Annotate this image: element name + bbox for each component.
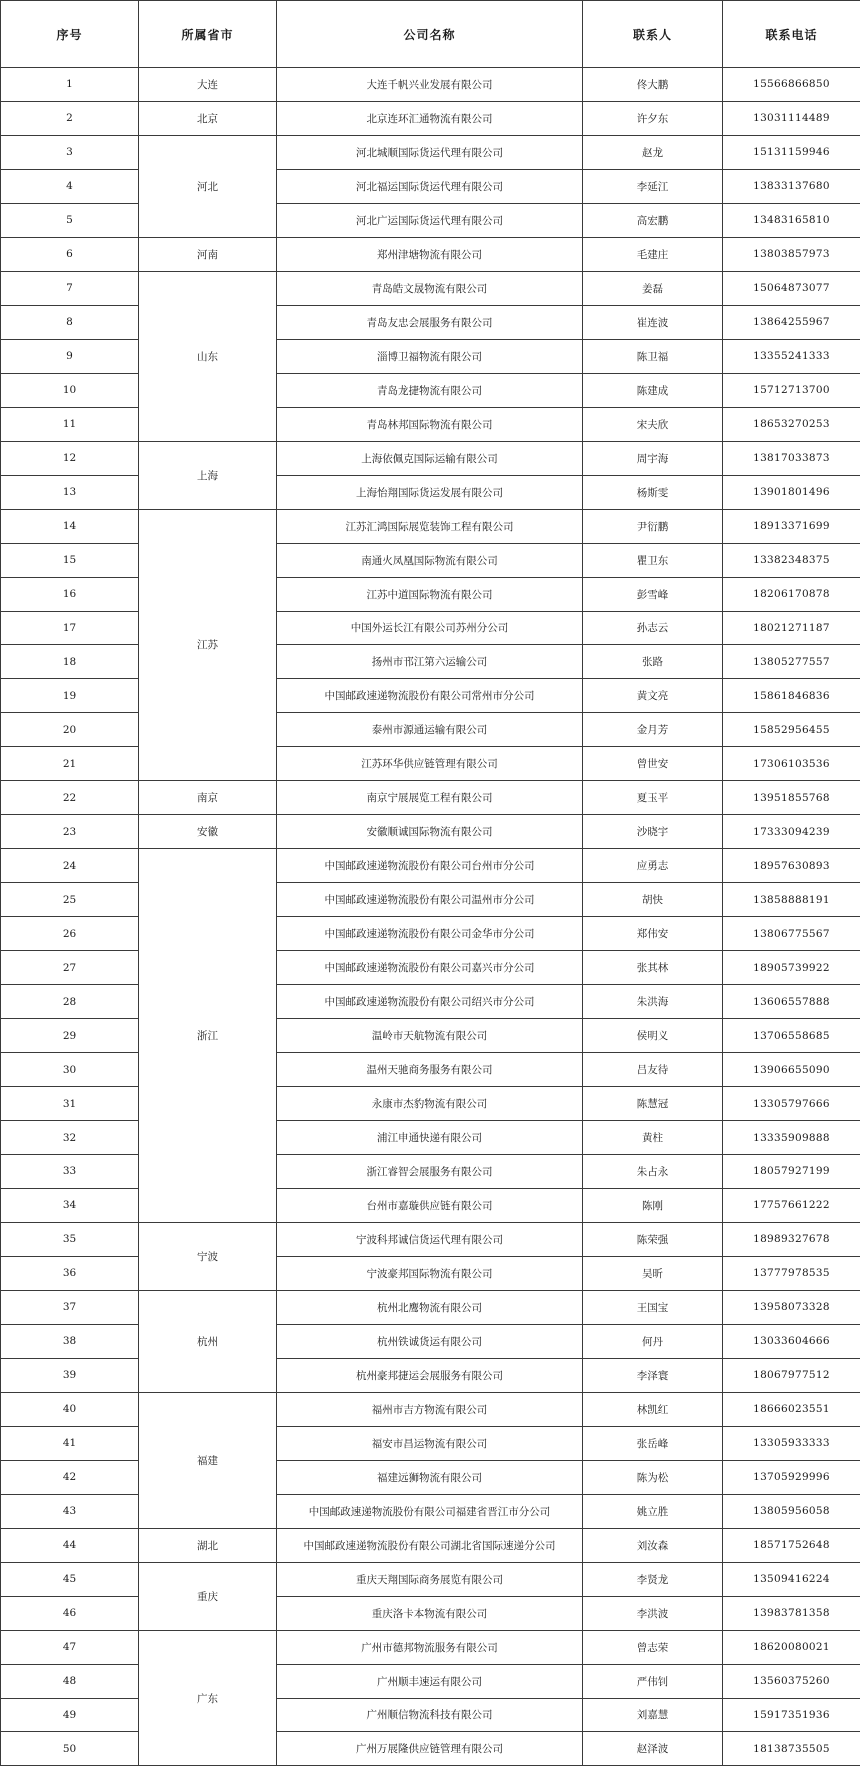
company-name: 上海怡翔国际货运发展有限公司	[277, 475, 583, 509]
row-index: 3	[1, 135, 139, 169]
company-name: 杭州铁诚货运有限公司	[277, 1324, 583, 1358]
table-row	[1, 1596, 860, 1630]
row-index: 48	[1, 1664, 139, 1698]
company-name: 浙江睿智会展服务有限公司	[277, 1155, 583, 1189]
contact-person: 陈荣强	[583, 1222, 723, 1256]
table-row	[1, 1426, 860, 1460]
province-cell: 福建	[139, 1392, 277, 1528]
contact-person: 张路	[583, 645, 723, 679]
contact-phone: 13777978535	[723, 1256, 860, 1290]
row-index: 21	[1, 747, 139, 781]
contact-person: 彭雪峰	[583, 577, 723, 611]
table-header	[1, 1, 860, 68]
row-index: 19	[1, 679, 139, 713]
province-cell: 浙江	[139, 849, 277, 1223]
row-index: 29	[1, 1019, 139, 1053]
table-row	[1, 1630, 860, 1664]
table-row	[1, 577, 860, 611]
contact-person: 陈为松	[583, 1460, 723, 1494]
table-row	[1, 1358, 860, 1392]
company-name: 永康市杰豹物流有限公司	[277, 1087, 583, 1121]
company-name: 河北福运国际货运代理有限公司	[277, 169, 583, 203]
table-row	[1, 135, 860, 169]
row-index: 17	[1, 611, 139, 645]
table-row	[1, 1732, 860, 1766]
contact-phone: 18913371699	[723, 509, 860, 543]
company-name: 温岭市天航物流有限公司	[277, 1019, 583, 1053]
table-row	[1, 1188, 860, 1222]
row-index: 13	[1, 475, 139, 509]
contact-person: 周宇海	[583, 441, 723, 475]
table-row	[1, 101, 860, 135]
company-name: 南通火凤凰国际物流有限公司	[277, 543, 583, 577]
row-index: 26	[1, 917, 139, 951]
contact-person: 孙志云	[583, 611, 723, 645]
row-index: 35	[1, 1222, 139, 1256]
contact-person: 杨斯雯	[583, 475, 723, 509]
company-name: 温州天驰商务服务有限公司	[277, 1053, 583, 1087]
table-row	[1, 1664, 860, 1698]
table-row	[1, 951, 860, 985]
contact-phone: 18021271187	[723, 611, 860, 645]
company-name: 福安市昌运物流有限公司	[277, 1426, 583, 1460]
company-name: 宁波豪邦国际物流有限公司	[277, 1256, 583, 1290]
row-index: 2	[1, 101, 139, 135]
contact-phone: 13864255967	[723, 305, 860, 339]
contact-phone: 13958073328	[723, 1290, 860, 1324]
contact-person: 高宏鹏	[583, 203, 723, 237]
contact-phone: 13906655090	[723, 1053, 860, 1087]
contact-phone: 13803857973	[723, 237, 860, 271]
contact-phone: 18571752648	[723, 1528, 860, 1562]
company-name: 中国邮政速递物流股份有限公司温州市分公司	[277, 883, 583, 917]
contact-person: 赵泽波	[583, 1732, 723, 1766]
company-name: 中国邮政速递物流股份有限公司湖北省国际速递分公司	[277, 1528, 583, 1562]
company-name: 广州万展隆供应链管理有限公司	[277, 1732, 583, 1766]
contact-person: 应勇志	[583, 849, 723, 883]
contact-person: 陈慧冠	[583, 1087, 723, 1121]
row-index: 37	[1, 1290, 139, 1324]
contact-phone: 13355241333	[723, 339, 860, 373]
row-index: 12	[1, 441, 139, 475]
province-cell: 上海	[139, 441, 277, 509]
row-index: 32	[1, 1121, 139, 1155]
header-index: 序号	[1, 1, 139, 68]
row-index: 36	[1, 1256, 139, 1290]
contact-person: 李洪波	[583, 1596, 723, 1630]
table-row	[1, 373, 860, 407]
row-index: 16	[1, 577, 139, 611]
contact-phone: 13560375260	[723, 1664, 860, 1698]
province-cell: 湖北	[139, 1528, 277, 1562]
province-cell: 山东	[139, 271, 277, 441]
row-index: 9	[1, 339, 139, 373]
contact-person: 胡快	[583, 883, 723, 917]
table-row	[1, 1019, 860, 1053]
company-name: 大连千帆兴业发展有限公司	[277, 68, 583, 102]
table-row	[1, 543, 860, 577]
company-name: 中国邮政速递物流股份有限公司福建省晋江市分公司	[277, 1494, 583, 1528]
header-company: 公司名称	[277, 1, 583, 68]
row-index: 11	[1, 407, 139, 441]
row-index: 47	[1, 1630, 139, 1664]
contact-person: 佟大鹏	[583, 68, 723, 102]
contact-person: 张其林	[583, 951, 723, 985]
contact-phone: 13305933333	[723, 1426, 860, 1460]
contact-person: 许夕东	[583, 101, 723, 135]
contact-phone: 18905739922	[723, 951, 860, 985]
contact-phone: 13983781358	[723, 1596, 860, 1630]
contact-person: 黄柱	[583, 1121, 723, 1155]
company-name: 扬州市邗江第六运输公司	[277, 645, 583, 679]
table-row	[1, 271, 860, 305]
contact-phone: 13031114489	[723, 101, 860, 135]
province-cell: 宁波	[139, 1222, 277, 1290]
contact-phone: 13382348375	[723, 543, 860, 577]
contact-person: 郑伟安	[583, 917, 723, 951]
company-name: 中国邮政速递物流股份有限公司嘉兴市分公司	[277, 951, 583, 985]
table-row	[1, 849, 860, 883]
contact-person: 尹衍鹏	[583, 509, 723, 543]
table-row	[1, 645, 860, 679]
province-cell: 广东	[139, 1630, 277, 1766]
contact-person: 曾志荣	[583, 1630, 723, 1664]
contact-phone: 17757661222	[723, 1188, 860, 1222]
table-row	[1, 1698, 860, 1732]
contact-person: 刘嘉慧	[583, 1698, 723, 1732]
contact-phone: 17333094239	[723, 815, 860, 849]
row-index: 34	[1, 1188, 139, 1222]
contact-person: 姚立胜	[583, 1494, 723, 1528]
company-name: 江苏环华供应链管理有限公司	[277, 747, 583, 781]
contact-phone: 18653270253	[723, 407, 860, 441]
table-row	[1, 237, 860, 271]
province-cell: 南京	[139, 781, 277, 815]
row-index: 14	[1, 509, 139, 543]
contact-phone: 18666023551	[723, 1392, 860, 1426]
row-index: 44	[1, 1528, 139, 1562]
company-name: 青岛皓文晟物流有限公司	[277, 271, 583, 305]
table-row	[1, 1155, 860, 1189]
table-row	[1, 985, 860, 1019]
contact-person: 刘汝森	[583, 1528, 723, 1562]
row-index: 24	[1, 849, 139, 883]
company-name: 中国邮政速递物流股份有限公司台州市分公司	[277, 849, 583, 883]
row-index: 30	[1, 1053, 139, 1087]
row-index: 39	[1, 1358, 139, 1392]
row-index: 22	[1, 781, 139, 815]
province-cell: 大连	[139, 68, 277, 102]
company-name: 台州市嘉璇供应链有限公司	[277, 1188, 583, 1222]
table-row	[1, 883, 860, 917]
table-row	[1, 407, 860, 441]
company-name: 泰州市源通运输有限公司	[277, 713, 583, 747]
contact-phone: 13805277557	[723, 645, 860, 679]
company-name: 宁波科邦诚信货运代理有限公司	[277, 1222, 583, 1256]
company-name: 江苏汇鸿国际展览装饰工程有限公司	[277, 509, 583, 543]
row-index: 41	[1, 1426, 139, 1460]
province-cell: 安徽	[139, 815, 277, 849]
contact-phone: 15712713700	[723, 373, 860, 407]
contact-phone: 13033604666	[723, 1324, 860, 1358]
company-name: 安徽顺诚国际物流有限公司	[277, 815, 583, 849]
company-name: 福建远狮物流有限公司	[277, 1460, 583, 1494]
contact-person: 朱洪海	[583, 985, 723, 1019]
company-name: 杭州北鹰物流有限公司	[277, 1290, 583, 1324]
table-row	[1, 1460, 860, 1494]
contact-phone: 13901801496	[723, 475, 860, 509]
province-cell: 杭州	[139, 1290, 277, 1392]
table-row	[1, 305, 860, 339]
company-name: 淄博卫福物流有限公司	[277, 339, 583, 373]
row-index: 27	[1, 951, 139, 985]
row-index: 1	[1, 68, 139, 102]
table-row	[1, 917, 860, 951]
province-cell: 河北	[139, 135, 277, 237]
row-index: 40	[1, 1392, 139, 1426]
company-name: 福州市吉方物流有限公司	[277, 1392, 583, 1426]
row-index: 7	[1, 271, 139, 305]
table-row	[1, 203, 860, 237]
contact-phone: 15131159946	[723, 135, 860, 169]
contact-phone: 15861846836	[723, 679, 860, 713]
contact-phone: 15917351936	[723, 1698, 860, 1732]
contact-person: 何丹	[583, 1324, 723, 1358]
row-index: 5	[1, 203, 139, 237]
row-index: 23	[1, 815, 139, 849]
contact-person: 陈建成	[583, 373, 723, 407]
contact-person: 夏玉平	[583, 781, 723, 815]
table-row	[1, 1087, 860, 1121]
contact-person: 李延江	[583, 169, 723, 203]
company-name: 中国邮政速递物流股份有限公司常州市分公司	[277, 679, 583, 713]
company-name: 河北城顺国际货运代理有限公司	[277, 135, 583, 169]
table-row	[1, 713, 860, 747]
contact-person: 曾世安	[583, 747, 723, 781]
contact-person: 王国宝	[583, 1290, 723, 1324]
contact-phone: 13483165810	[723, 203, 860, 237]
row-index: 15	[1, 543, 139, 577]
contact-person: 严伟钊	[583, 1664, 723, 1698]
header-phone: 联系电话	[723, 1, 860, 68]
contact-phone: 18067977512	[723, 1358, 860, 1392]
contact-person: 李贤龙	[583, 1562, 723, 1596]
row-index: 18	[1, 645, 139, 679]
table-row	[1, 1392, 860, 1426]
row-index: 28	[1, 985, 139, 1019]
row-index: 33	[1, 1155, 139, 1189]
table-row	[1, 1053, 860, 1087]
company-name: 北京连环汇通物流有限公司	[277, 101, 583, 135]
table-row	[1, 1222, 860, 1256]
company-name: 广州市德邦物流服务有限公司	[277, 1630, 583, 1664]
table-row	[1, 509, 860, 543]
contact-person: 姜磊	[583, 271, 723, 305]
company-name: 浦江申通快递有限公司	[277, 1121, 583, 1155]
row-index: 4	[1, 169, 139, 203]
contact-person: 沙晓宇	[583, 815, 723, 849]
row-index: 31	[1, 1087, 139, 1121]
table-row	[1, 1324, 860, 1358]
contact-person: 毛建庄	[583, 237, 723, 271]
table-row	[1, 679, 860, 713]
company-name: 杭州豪邦捷运会展服务有限公司	[277, 1358, 583, 1392]
header-contact: 联系人	[583, 1, 723, 68]
contact-phone: 18989327678	[723, 1222, 860, 1256]
contact-person: 侯明义	[583, 1019, 723, 1053]
contact-phone: 13806775567	[723, 917, 860, 951]
contact-person: 朱占永	[583, 1155, 723, 1189]
province-cell: 北京	[139, 101, 277, 135]
province-cell: 江苏	[139, 509, 277, 781]
table-row	[1, 1528, 860, 1562]
company-name: 南京宁展展览工程有限公司	[277, 781, 583, 815]
contact-person: 宋夫欣	[583, 407, 723, 441]
contact-phone: 15566866850	[723, 68, 860, 102]
row-index: 8	[1, 305, 139, 339]
row-index: 42	[1, 1460, 139, 1494]
contact-phone: 18957630893	[723, 849, 860, 883]
contact-phone: 13706558685	[723, 1019, 860, 1053]
table-row	[1, 747, 860, 781]
contact-person: 林凯红	[583, 1392, 723, 1426]
row-index: 43	[1, 1494, 139, 1528]
row-index: 10	[1, 373, 139, 407]
table-row	[1, 1562, 860, 1596]
contact-person: 吕友待	[583, 1053, 723, 1087]
table-row	[1, 1290, 860, 1324]
company-name: 中国邮政速递物流股份有限公司绍兴市分公司	[277, 985, 583, 1019]
contact-person: 金月芳	[583, 713, 723, 747]
table-body	[1, 68, 860, 1766]
contact-phone: 13805956058	[723, 1494, 860, 1528]
table-row	[1, 169, 860, 203]
header-row	[1, 1, 860, 68]
table-row	[1, 441, 860, 475]
row-index: 46	[1, 1596, 139, 1630]
contact-person: 李泽寰	[583, 1358, 723, 1392]
row-index: 50	[1, 1732, 139, 1766]
contact-phone: 18057927199	[723, 1155, 860, 1189]
contact-person: 瞿卫东	[583, 543, 723, 577]
table-row	[1, 1494, 860, 1528]
company-name: 河北广运国际货运代理有限公司	[277, 203, 583, 237]
company-name: 中国邮政速递物流股份有限公司金华市分公司	[277, 917, 583, 951]
company-name: 广州顺丰速运有限公司	[277, 1664, 583, 1698]
contact-phone: 18620080021	[723, 1630, 860, 1664]
company-name: 广州顺信物流科技有限公司	[277, 1698, 583, 1732]
province-cell: 重庆	[139, 1562, 277, 1630]
contact-person: 陈刚	[583, 1188, 723, 1222]
company-name: 重庆洛卡本物流有限公司	[277, 1596, 583, 1630]
company-name: 青岛龙捷物流有限公司	[277, 373, 583, 407]
contact-person: 赵龙	[583, 135, 723, 169]
province-cell: 河南	[139, 237, 277, 271]
contact-phone: 13335909888	[723, 1121, 860, 1155]
contact-person: 陈卫福	[583, 339, 723, 373]
company-name: 江苏中道国际物流有限公司	[277, 577, 583, 611]
contact-phone: 13951855768	[723, 781, 860, 815]
table-row	[1, 68, 860, 102]
company-name: 上海依佩克国际运输有限公司	[277, 441, 583, 475]
row-index: 49	[1, 1698, 139, 1732]
contact-phone: 17306103536	[723, 747, 860, 781]
table-row	[1, 781, 860, 815]
company-name: 青岛友忠会展服务有限公司	[277, 305, 583, 339]
contact-phone: 18206170878	[723, 577, 860, 611]
header-province: 所属省市	[139, 1, 277, 68]
table-row	[1, 475, 860, 509]
row-index: 45	[1, 1562, 139, 1596]
contact-phone: 18138735505	[723, 1732, 860, 1766]
contact-phone: 13858888191	[723, 883, 860, 917]
contact-phone: 13833137680	[723, 169, 860, 203]
contact-phone: 13606557888	[723, 985, 860, 1019]
contact-person: 吴昕	[583, 1256, 723, 1290]
table-row	[1, 339, 860, 373]
table-row	[1, 1121, 860, 1155]
table-row	[1, 611, 860, 645]
table-row	[1, 1256, 860, 1290]
contact-person: 黄文亮	[583, 679, 723, 713]
company-name: 青岛林邦国际物流有限公司	[277, 407, 583, 441]
row-index: 38	[1, 1324, 139, 1358]
company-name: 重庆天翔国际商务展览有限公司	[277, 1562, 583, 1596]
contact-person: 张岳峰	[583, 1426, 723, 1460]
contact-phone: 13509416224	[723, 1562, 860, 1596]
company-name: 中国外运长江有限公司苏州分公司	[277, 611, 583, 645]
row-index: 6	[1, 237, 139, 271]
row-index: 20	[1, 713, 139, 747]
contact-phone: 15064873077	[723, 271, 860, 305]
row-index: 25	[1, 883, 139, 917]
contact-phone: 15852956455	[723, 713, 860, 747]
contact-person: 崔连波	[583, 305, 723, 339]
contact-phone: 13817033873	[723, 441, 860, 475]
contact-phone: 13705929996	[723, 1460, 860, 1494]
table-row	[1, 815, 860, 849]
contact-phone: 13305797666	[723, 1087, 860, 1121]
company-name: 郑州津塘物流有限公司	[277, 237, 583, 271]
